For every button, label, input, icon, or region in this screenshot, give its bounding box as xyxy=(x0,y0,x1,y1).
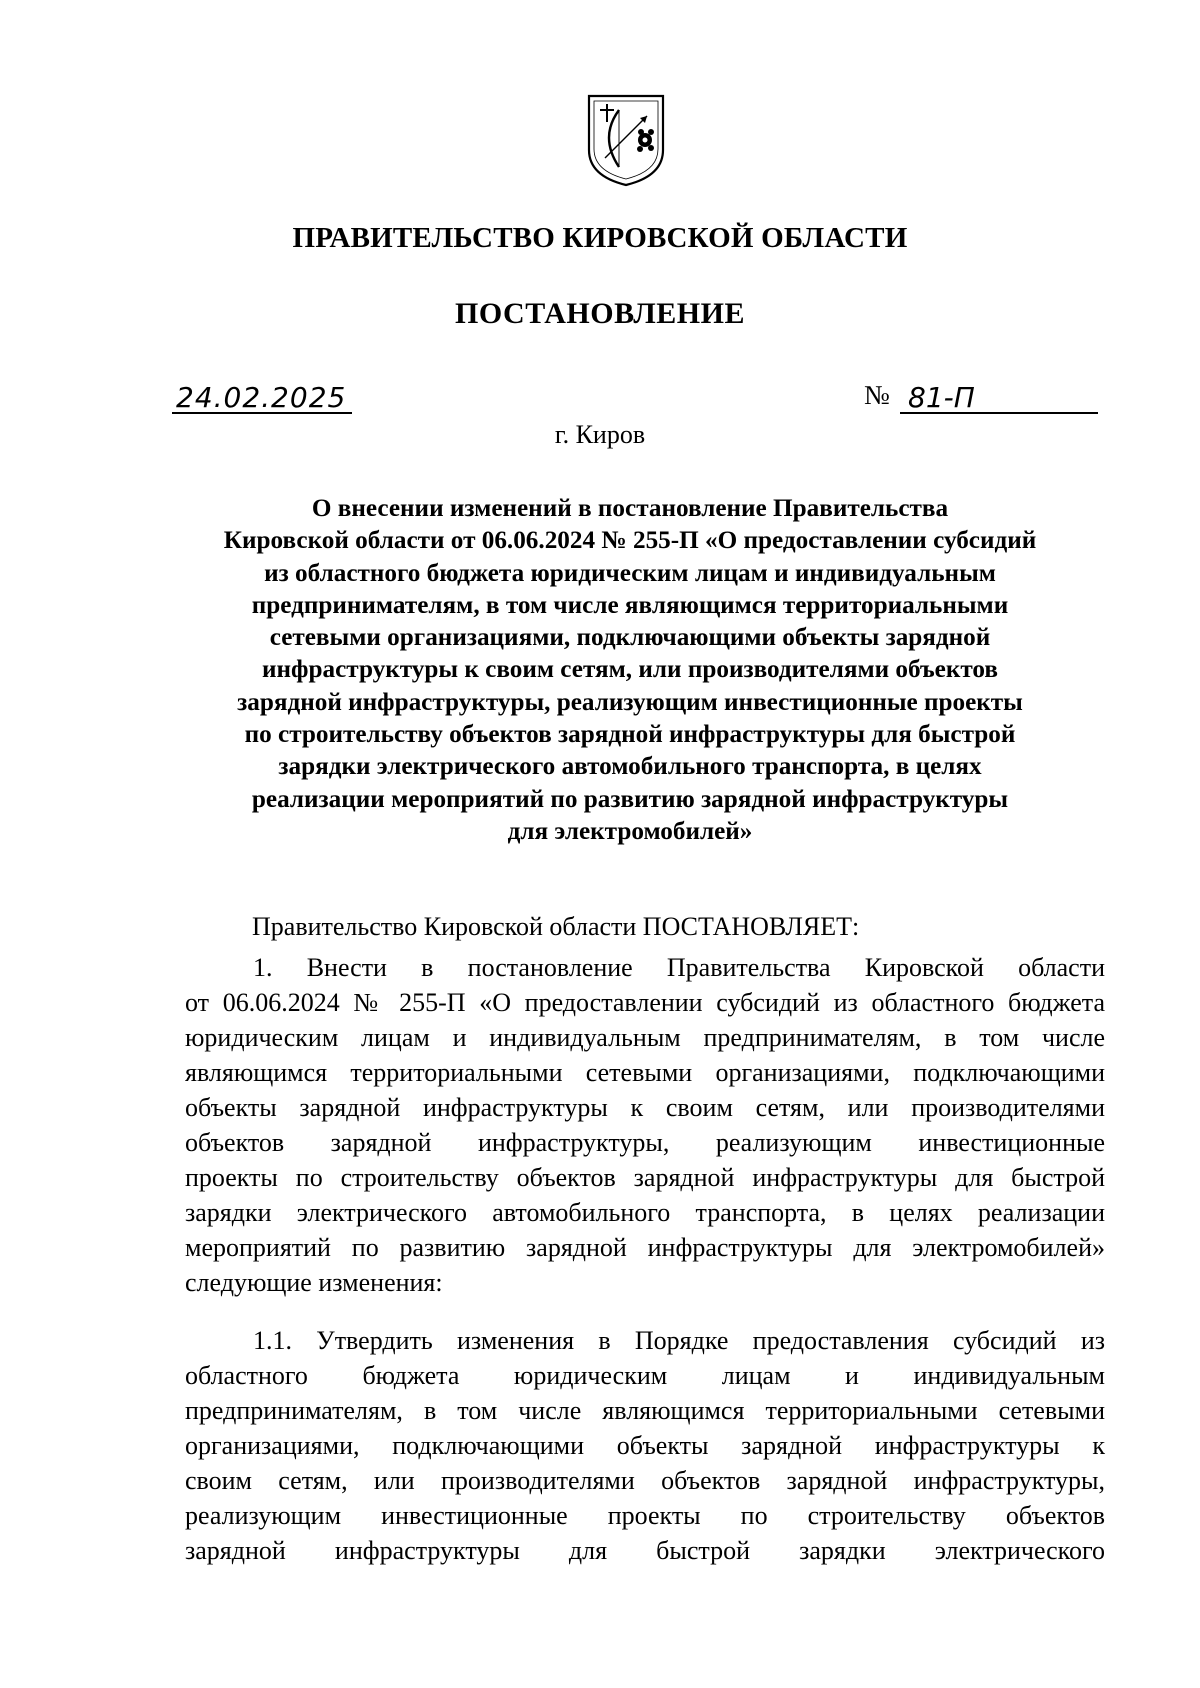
paragraph-line: своим сетям, или производителями объектов зарядной инфраструктуры, xyxy=(185,1466,1105,1495)
paragraph-1-1 xyxy=(185,1323,1105,1568)
paragraph-line: проекты по строительству объектов зарядной инфраструктуры для быстрой xyxy=(185,1163,1105,1192)
paragraph-line: реализующим инвестиционные проекты по строительству объектов xyxy=(185,1501,1105,1530)
paragraph-line: зарядки электрического автомобильного транспорта, в целях реализации xyxy=(185,1198,1105,1227)
title-line: реализации мероприятий по развитию зарядной инфраструктуры xyxy=(251,785,1009,813)
paragraph-line: зарядной инфраструктуры для быстрой зарядки электрического xyxy=(185,1536,1105,1565)
paragraph-line: юридическим лицам и индивидуальным предпринимателям, в том числе xyxy=(185,1023,1105,1052)
title-line: зарядки электрического автомобильного транспорта, в целях xyxy=(278,753,982,781)
title-line: сетевыми организациями, подключающими объекты зарядной xyxy=(269,624,991,652)
document-number: 81-П xyxy=(900,384,1098,414)
number-sign: № xyxy=(864,380,890,410)
title-line: Кировской области от 06.06.2024 № 255-П «О предоставлении субсидий xyxy=(223,527,1037,555)
paragraph-line: следующие изменения: xyxy=(185,1268,443,1297)
title-line: из областного бюджета юридическим лицам и индивидуальным xyxy=(264,559,996,587)
kirov-coat-of-arms-icon xyxy=(585,92,667,188)
paragraph-line: организациями, подключающими объекты зарядной инфраструктуры к xyxy=(185,1431,1105,1460)
paragraph-line: являющимся территориальными сетевыми организациями, подключающими xyxy=(185,1058,1105,1087)
paragraph-line: от 06.06.2024 № 255-П «О предоставлении субсидий из областного бюджета xyxy=(185,988,1105,1017)
document-title xyxy=(170,493,1090,848)
paragraph-line: предпринимателям, в том числе являющимся территориальными сетевыми xyxy=(185,1396,1105,1425)
title-line: для электромобилей» xyxy=(507,817,753,845)
city: г. Киров xyxy=(554,420,646,449)
title-line: инфраструктуры к своим сетям, или производителями объектов xyxy=(262,656,998,684)
paragraph-line: 1. Внести в постановление Правительства Кировской области xyxy=(253,953,1105,982)
title-line: зарядной инфраструктуры, реализующим инвестиционные проекты xyxy=(237,688,1023,716)
title-line: О внесении изменений в постановление Правительства xyxy=(311,495,949,522)
paragraph-line: объекты зарядной инфраструктуры к своим сетям, или производителями xyxy=(185,1093,1105,1122)
paragraph-line: мероприятий по развитию зарядной инфраструктуры для электромобилей» xyxy=(185,1233,1105,1262)
title-line: предпринимателям, в том числе являющимся территориальными xyxy=(251,591,1009,619)
resolution-intro: Правительство Кировской области ПОСТАНОВЛЯЕТ: xyxy=(252,912,860,941)
paragraph-1 xyxy=(185,950,1105,1300)
document-date: 24.02.2025 xyxy=(172,384,352,414)
paragraph-line: объектов зарядной инфраструктуры, реализующим инвестиционные xyxy=(185,1128,1105,1157)
paragraph-line: 1.1. Утвердить изменения в Порядке предоставления субсидий из xyxy=(253,1326,1105,1355)
paragraph-line: областного бюджета юридическим лицам и индивидуальным xyxy=(185,1361,1105,1390)
document-type: ПОСТАНОВЛЕНИЕ xyxy=(455,297,745,330)
organization-name: ПРАВИТЕЛЬСТВО КИРОВСКОЙ ОБЛАСТИ xyxy=(292,222,908,254)
title-line: по строительству объектов зарядной инфраструктуры для быстрой xyxy=(244,721,1016,749)
